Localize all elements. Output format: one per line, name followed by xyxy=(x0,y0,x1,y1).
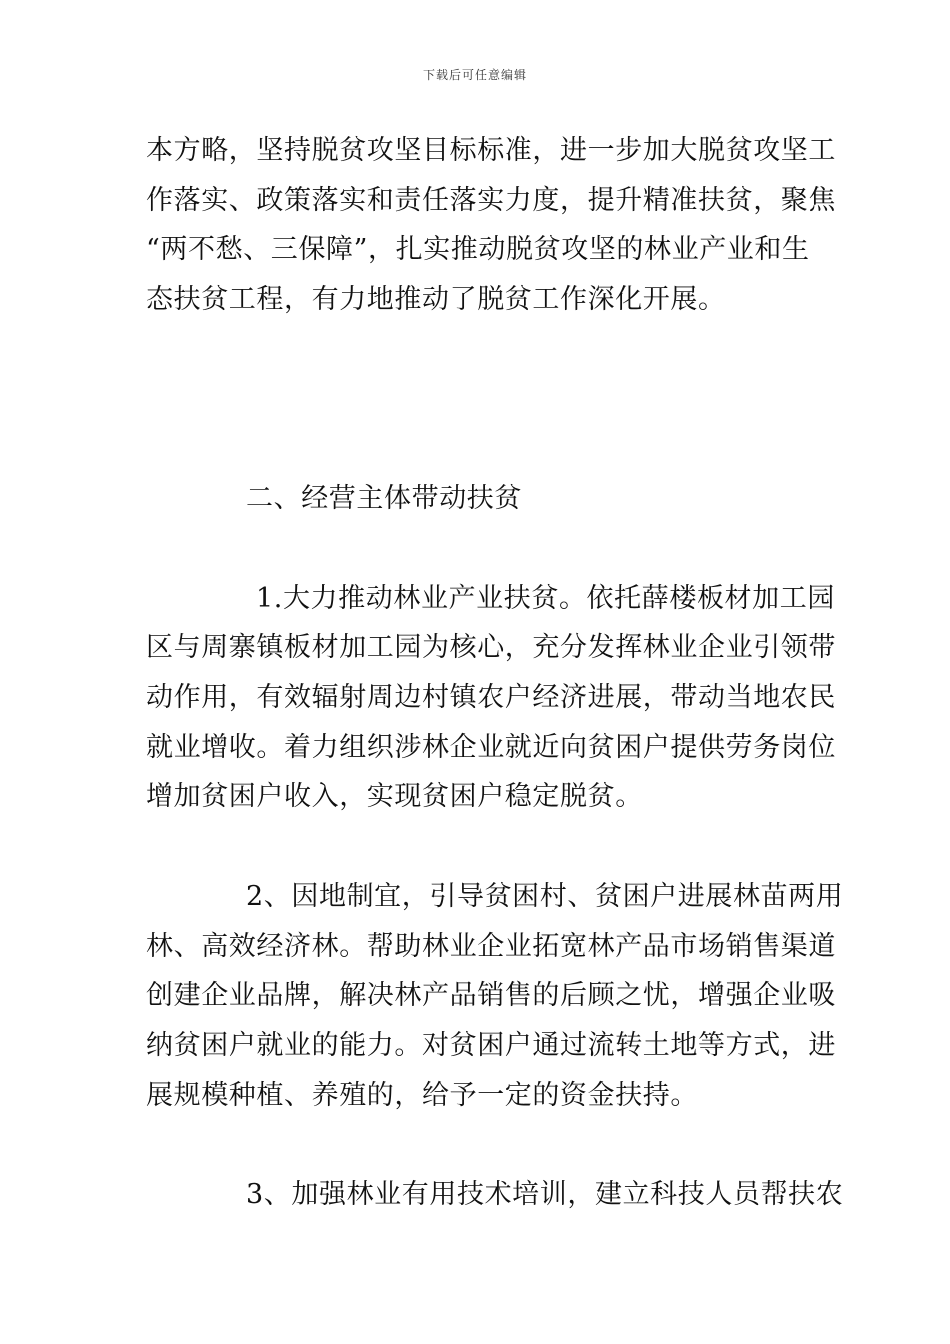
paragraph-4-line-5: 展规模种植、养殖的，给予一定的资金扶持。 xyxy=(146,1080,698,1111)
paragraph-3-line-3: 动作用，有效辐射周边村镇农户经济进展，带动当地农民 xyxy=(146,682,836,713)
paragraph-3-line-5: 增加贫困户收入，实现贫困户稳定脱贫。 xyxy=(146,781,643,812)
paragraph-3-line-2: 区与周寨镇板材加工园为核心，充分发挥林业企业引领带 xyxy=(146,632,836,663)
paragraph-1-line-1: 本方略，坚持脱贫攻坚目标标准，进一步加大脱贫攻坚工 xyxy=(146,135,836,166)
section-heading: 二、经营主体带动扶贫 xyxy=(246,483,522,514)
paragraph-4-line-1: 2、因地制宜，引导贫困村、贫困户进展林苗两用 xyxy=(246,881,844,912)
paragraph-3-line-4: 就业增收。着力组织涉林企业就近向贫困户提供劳务岗位 xyxy=(146,732,836,763)
paragraph-1-line-3: “两不愁、三保障”，扎实推动脱贫攻坚的林业产业和生 xyxy=(146,234,810,265)
paragraph-1-line-4: 态扶贫工程，有力地推动了脱贫工作深化开展。 xyxy=(146,284,726,315)
paragraph-4-line-3: 创建企业品牌，解决林产品销售的后顾之忧，增强企业吸 xyxy=(146,980,836,1011)
paragraph-1-line-2: 作落实、政策落实和责任落实力度，提升精准扶贫，聚焦 xyxy=(146,185,836,216)
paragraph-4-line-2: 林、高效经济林。帮助林业企业拓宽林产品市场销售渠道 xyxy=(146,931,836,962)
header-note: 下载后可任意编辑 xyxy=(422,68,527,82)
paragraph-4-line-4: 纳贫困户就业的能力。对贫困户通过流转土地等方式，进 xyxy=(146,1030,836,1061)
paragraph-3-line-1: 1.大力推动林业产业扶贫。依托薛楼板材加工园 xyxy=(256,583,835,614)
paragraph-5-line-1: 3、加强林业有用技术培训，建立科技人员帮扶农 xyxy=(246,1179,844,1210)
